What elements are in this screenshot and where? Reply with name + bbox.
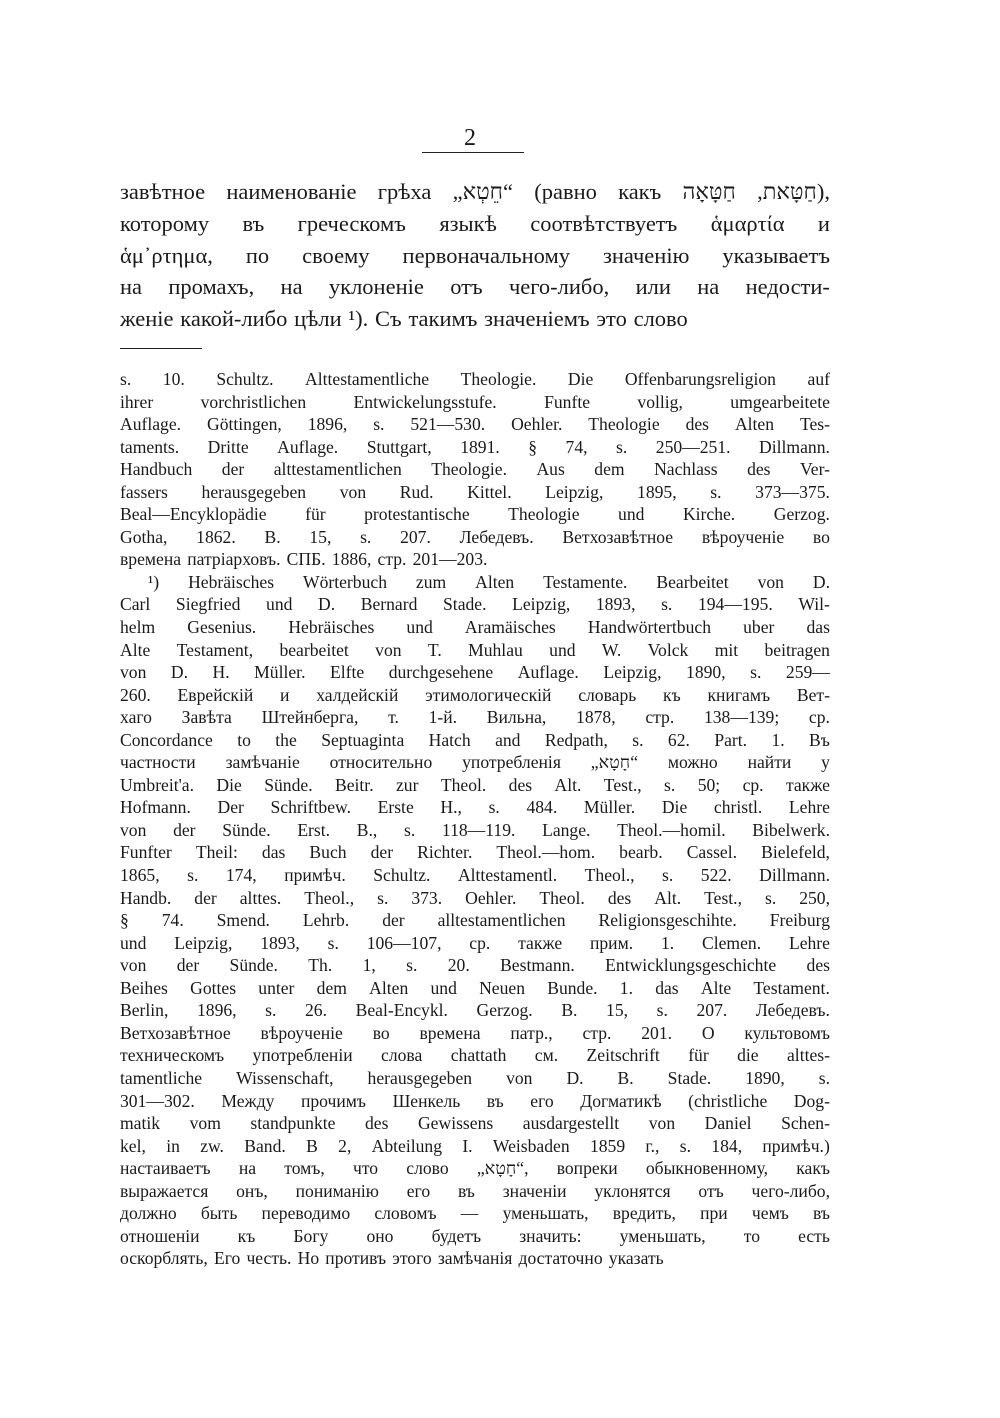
footnote-line: Beihes Gottes unter dem Alten und Neuen Bunde. 1. das Alte Testament. xyxy=(120,977,830,998)
footnote-line: helm Gesenius. Hebräisches und Aramäisches Handwörtertbuch uber das xyxy=(120,617,830,638)
footnote-line: Gotha, 1862. B. 15, s. 207. Лебедевъ. Ветхозавѣтное вѣроученіе во xyxy=(120,526,830,547)
footnote-line: von D. H. Müller. Elfte durchgesehene Auflage. Leipzig, 1890, s. 259— xyxy=(120,662,830,683)
footnote-line: Handbuch der alttestamentlichen Theologie. Aus dem Nachlass des Ver- xyxy=(120,459,830,480)
footnote-line: Umbreit'a. Die Sünde. Beitr. zur Theol. des Alt. Test., s. 50; ср. также xyxy=(120,774,830,795)
text-line: завѣтное наименованіе грѣха „חֵטְא“ (равно какъ חַטָּאָה ,חַטָּאת), xyxy=(120,179,830,204)
footnote-line: Hofmann. Der Schriftbew. Erste H., s. 484. Müller. Die christl. Lehre xyxy=(120,797,830,818)
footnote-line: matik vom standpunkte des Gewissens ausdargestellt von Daniel Schen- xyxy=(120,1113,830,1134)
footnote-line: техническомъ употребленіи слова chattath см. Zeitschrift für die alttes- xyxy=(120,1045,830,1066)
footnote-line: s. 10. Schultz. Alttestamentliche Theologie. Die Offenbarungsreligion auf xyxy=(120,369,830,389)
text-line: на промахъ, на уклоненіе отъ чего-либо, или на недости- xyxy=(120,274,830,300)
footnote-line: отношеніи къ Богу оно будетъ значить: уменьшать, то есть xyxy=(120,1225,830,1246)
footnote-line: kel, in zw. Band. B 2, Abteilung I. Weisbaden 1859 г., s. 184, примѣч.) xyxy=(120,1135,830,1156)
footnote-line: Funfter Theil: das Buch der Richter. Theol.—hom. bearb. Cassel. Bielefeld, xyxy=(120,842,830,863)
footnote-line: частности замѣчаніе относительно употребленія „חָטָא“ можно найти у xyxy=(120,752,830,773)
footnote-line: Concordance to the Septuaginta Hatch and Redpath, s. 62. Part. 1. Въ xyxy=(120,729,830,750)
footnote-line: выражается онъ, пониманію его въ значеніи уклонятся отъ чего-либо, xyxy=(120,1180,830,1201)
footnote-line: fassers herausgegeben von Rud. Kittel. Leipzig, 1895, s. 373—375. xyxy=(120,481,830,502)
footnote-line: von der Sünde. Erst. B., s. 118—119. Lange. Theol.—homil. Bibelwerk. xyxy=(120,819,830,840)
footnote-line: Auflage. Göttingen, 1896, s. 521—530. Oehler. Theologie des Alten Tes- xyxy=(120,414,830,435)
text-line: ἁμ᾽ρτημα, по своему первоначальному значенію указываетъ xyxy=(120,242,830,268)
footnote-separator xyxy=(120,348,202,349)
footnotes-block xyxy=(120,368,830,1270)
footnote-line: taments. Dritte Auflage. Stuttgart, 1891. § 74, s. 250—251. Dillmann. xyxy=(120,436,830,457)
footnote-line: tamentliche Wissenschaft, herausgegeben von D. B. Stade. 1890, s. xyxy=(120,1067,830,1088)
footnote-line: Carl Siegfried und D. Bernard Stade. Leipzig, 1893, s. 194—195. Wil- xyxy=(120,594,830,615)
footnote-line: Beal—Encyklopädie für protestantische Theologie und Kirche. Gerzog. xyxy=(120,504,830,525)
footnote-line: 301—302. Между прочимъ Шенкель въ его Догматикѣ (christliche Dog- xyxy=(120,1090,830,1111)
text-line: женіе какой-либо цѣли ¹). Съ такимъ значеніемъ это слово xyxy=(120,306,688,332)
footnote-line: времена патріарховъ. СПБ. 1886, стр. 201—203. xyxy=(120,549,488,570)
page-number: 2 xyxy=(464,125,476,151)
footnote-line: Berlin, 1896, s. 26. Beal-Encykl. Gerzog. B. 15, s. 207. Лебедевъ. xyxy=(120,1000,830,1021)
footnote-line: 260. Еврейскій и халдейскій этимологическій словарь къ книгамъ Вет- xyxy=(120,684,830,705)
footnote-line: хаго Завѣта Штейнберга, т. 1-й. Вильна, 1878, стр. 138—139; ср. xyxy=(120,707,830,728)
footnote-line: Handb. der alttes. Theol., s. 373. Oehler. Theol. des Alt. Test., s. 250, xyxy=(120,887,830,908)
footnote-line: ¹) Hebräisches Wörterbuch zum Alten Testamente. Bearbeitet von D. xyxy=(148,571,830,592)
footnote-line: von der Sünde. Th. 1, s. 20. Bestmann. Entwicklungsgeschichte des xyxy=(120,955,830,976)
footnote-line: ihrer vorchristlichen Entwickelungsstufe. Funfte vollig, umgearbeitete xyxy=(120,391,830,412)
footnote-line: должно быть переводимо словомъ — уменьшать, вредить, при чемъ въ xyxy=(120,1203,830,1224)
footnote-line: Alte Testament, bearbeitet von T. Muhlau und W. Volck mit beitragen xyxy=(120,639,830,660)
page-number-rule xyxy=(422,152,524,153)
footnote-line: настаиваетъ на томъ, что слово „חָטָא“, вопреки обыкновенному, какъ xyxy=(120,1158,830,1179)
footnote-line: оскорблять, Его честь. Но противъ этого замѣчанія достаточно указать xyxy=(120,1248,664,1269)
footnote-line: und Leipzig, 1893, s. 106—107, ср. также прим. 1. Clemen. Lehre xyxy=(120,932,830,953)
footnote-line: Ветхозавѣтное вѣроученіе во времена патр., стр. 201. О культовомъ xyxy=(120,1022,830,1043)
footnote-line: 1865, s. 174, примѣч. Schultz. Alttestamentl. Theol., s. 522. Dillmann. xyxy=(120,865,830,886)
footnote-line: § 74. Smend. Lehrb. der alltestamentlichen Religionsgeschihte. Freiburg xyxy=(120,910,830,931)
main-text-block xyxy=(120,176,830,335)
text-line: которому въ греческомъ языкѣ соотвѣтствуетъ ἁμαρτία и xyxy=(120,210,830,236)
